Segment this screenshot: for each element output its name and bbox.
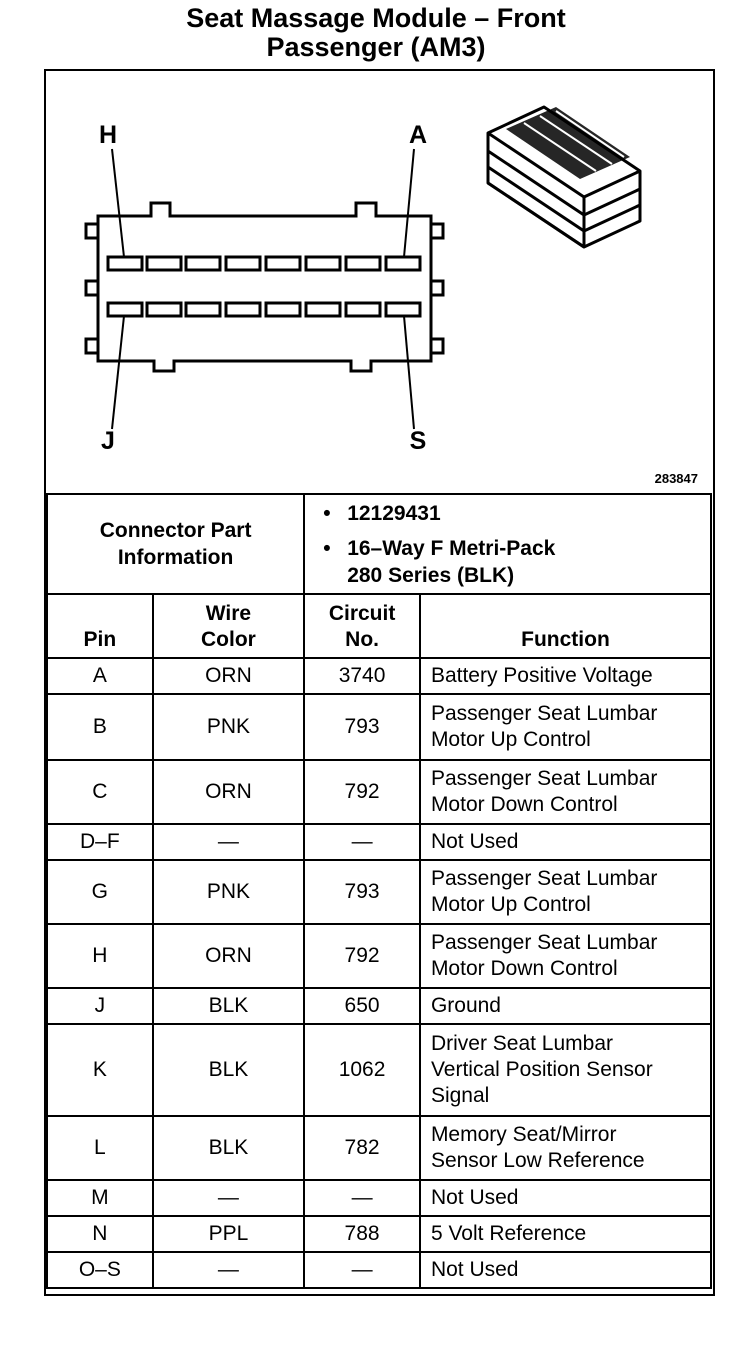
pin-cell: D–F: [47, 824, 153, 860]
function-line: Not Used: [430, 1186, 519, 1209]
function-cell: [420, 1180, 711, 1216]
wire-color-cell: PPL: [153, 1216, 305, 1252]
pin-label-top-left: H: [98, 121, 118, 149]
title-line-1: Seat Massage Module – Front: [186, 3, 566, 33]
table-row: [47, 860, 711, 924]
function-line: Not Used: [430, 830, 519, 853]
function-line: Passenger Seat Lumbar: [430, 767, 658, 790]
function-line: Passenger Seat Lumbar: [430, 931, 658, 954]
pin-cell: B: [47, 694, 153, 760]
table-row: [47, 824, 711, 860]
circuit-number-cell: 1062: [304, 1024, 420, 1116]
title-line-2: Passenger (AM3): [266, 32, 486, 62]
pin-label-bottom-right: S: [409, 427, 427, 455]
circuit-number-cell: —: [304, 824, 420, 860]
circuit-number-cell: —: [304, 1180, 420, 1216]
table-row: [47, 658, 711, 694]
connector-info-label-line-2: Information: [117, 546, 234, 569]
function-line: Passenger Seat Lumbar: [430, 702, 658, 725]
wire-color-cell: ORN: [153, 658, 305, 694]
function-line: Vertical Position Sensor: [430, 1058, 653, 1081]
table-row: [47, 1216, 711, 1252]
function-line: Memory Seat/Mirror: [430, 1123, 617, 1146]
pin-cell: M: [47, 1180, 153, 1216]
pin-cell: A: [47, 658, 153, 694]
circuit-number-cell: 793: [304, 694, 420, 760]
connector-info-label: [47, 494, 304, 594]
part-number: • 12129431: [347, 500, 710, 527]
page-title: [0, 4, 752, 62]
function-cell: [420, 658, 711, 694]
circuit-number-cell: 3740: [304, 658, 420, 694]
table-row: [47, 988, 711, 1024]
wire-color-cell: PNK: [153, 860, 305, 924]
table-row: [47, 1024, 711, 1116]
circuit-number-cell: —: [304, 1252, 420, 1288]
function-line: Motor Down Control: [430, 793, 618, 816]
function-cell: [420, 924, 711, 988]
circuit-number-cell: 788: [304, 1216, 420, 1252]
wire-color-cell: BLK: [153, 1024, 305, 1116]
column-header-wire-color: [153, 594, 305, 658]
wire-color-cell: PNK: [153, 694, 305, 760]
pin-cell: O–S: [47, 1252, 153, 1288]
connector-diagram: [46, 71, 712, 495]
wire-color-cell: BLK: [153, 988, 305, 1024]
table-row: [47, 694, 711, 760]
connector-sheet: [44, 69, 715, 1296]
circuit-number-cell: 782: [304, 1116, 420, 1180]
connector-description-line-1: • 16–Way F Metri-Pack: [347, 535, 710, 562]
pin-cell: G: [47, 860, 153, 924]
wire-color-cell: —: [153, 1252, 305, 1288]
function-cell: [420, 1216, 711, 1252]
function-line: Motor Down Control: [430, 957, 618, 980]
figure-number: 283847: [654, 471, 698, 486]
column-header-circuit-line-1: Circuit: [328, 602, 396, 625]
function-line: 5 Volt Reference: [430, 1222, 587, 1245]
function-line: Signal: [430, 1084, 490, 1107]
pin-cell: L: [47, 1116, 153, 1180]
column-header-row: [47, 594, 711, 658]
pinout-table: [46, 493, 712, 1289]
circuit-number-cell: 792: [304, 924, 420, 988]
wire-color-cell: ORN: [153, 760, 305, 824]
connector-info-row: [47, 494, 711, 594]
pin-cell: H: [47, 924, 153, 988]
function-line: Motor Up Control: [430, 893, 591, 916]
column-header-circuit: [304, 594, 420, 658]
wire-color-cell: —: [153, 824, 305, 860]
circuit-number-cell: 650: [304, 988, 420, 1024]
function-line: Driver Seat Lumbar: [430, 1032, 614, 1055]
function-cell: [420, 860, 711, 924]
table-row: [47, 760, 711, 824]
pin-cell: J: [47, 988, 153, 1024]
table-row: [47, 1180, 711, 1216]
function-cell: [420, 1024, 711, 1116]
circuit-number-cell: 792: [304, 760, 420, 824]
function-cell: [420, 824, 711, 860]
function-cell: [420, 1252, 711, 1288]
wire-color-cell: —: [153, 1180, 305, 1216]
function-line: Not Used: [430, 1258, 519, 1281]
table-row: [47, 1252, 711, 1288]
function-cell: [420, 694, 711, 760]
pin-cell: K: [47, 1024, 153, 1116]
pin-label-bottom-left: J: [101, 427, 115, 455]
connector-info-value: [304, 494, 711, 594]
table-row: [47, 924, 711, 988]
pin-cell: N: [47, 1216, 153, 1252]
column-header-wire-line-2: Color: [201, 628, 256, 651]
function-line: Battery Positive Voltage: [430, 664, 653, 687]
table-row: [47, 1116, 711, 1180]
function-cell: [420, 988, 711, 1024]
connector-info-label-line-1: Connector Part: [99, 519, 252, 542]
function-line: Sensor Low Reference: [430, 1149, 645, 1172]
column-header-function: Function: [420, 594, 711, 658]
column-header-circuit-line-2: No.: [345, 628, 379, 651]
connector-description-line-2: 280 Series (BLK): [347, 563, 515, 587]
wire-color-cell: BLK: [153, 1116, 305, 1180]
function-line: Passenger Seat Lumbar: [430, 867, 658, 890]
function-line: Ground: [430, 994, 501, 1017]
column-header-wire-line-1: Wire: [205, 602, 252, 625]
wire-color-cell: ORN: [153, 924, 305, 988]
function-line: Motor Up Control: [430, 728, 591, 751]
function-cell: [420, 1116, 711, 1180]
connector-face-drawing: [46, 71, 712, 493]
circuit-number-cell: 793: [304, 860, 420, 924]
pin-cell: C: [47, 760, 153, 824]
column-header-pin: Pin: [47, 594, 153, 658]
pin-label-top-right: A: [408, 121, 428, 149]
function-cell: [420, 760, 711, 824]
